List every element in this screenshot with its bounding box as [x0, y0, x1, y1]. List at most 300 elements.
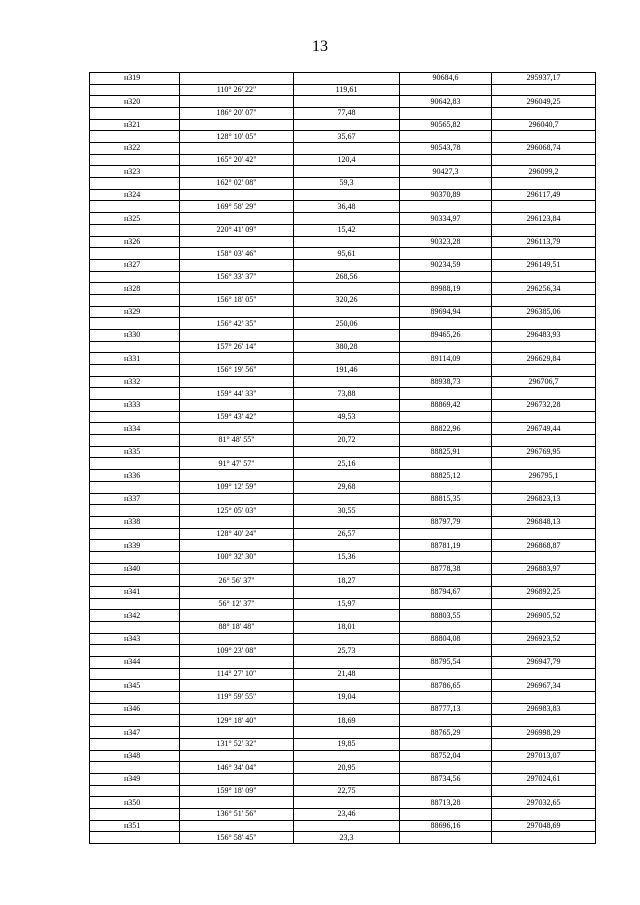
empty-cell [294, 400, 400, 412]
point-name-cell: н321 [90, 120, 180, 132]
empty-cell [400, 645, 492, 657]
point-y-cell: 297024,61 [492, 774, 596, 786]
segment-angle-cell: 159° 18' 09" [180, 786, 294, 798]
empty-cell [492, 318, 596, 330]
empty-cell [180, 517, 294, 529]
empty-cell [294, 447, 400, 459]
empty-cell [180, 704, 294, 716]
empty-cell [492, 201, 596, 213]
empty-cell [180, 680, 294, 692]
empty-cell [294, 73, 400, 85]
segment-length-cell: 35,67 [294, 131, 400, 143]
empty-cell [492, 692, 596, 704]
empty-cell [90, 505, 180, 517]
empty-cell [180, 774, 294, 786]
segment-length-cell: 21,48 [294, 669, 400, 681]
point-name-cell: н324 [90, 190, 180, 202]
segment-angle-cell: 165° 20' 42" [180, 155, 294, 167]
point-y-cell: 296868,87 [492, 540, 596, 552]
segment-angle-cell: 159° 44' 33" [180, 388, 294, 400]
segment-angle-cell: 128° 10' 05" [180, 131, 294, 143]
point-y-cell: 296149,51 [492, 260, 596, 272]
segment-angle-cell: 156° 58' 45" [180, 832, 294, 844]
segment-length-cell: 30,55 [294, 505, 400, 517]
empty-cell [400, 388, 492, 400]
segment-angle-cell: 26° 56' 37" [180, 575, 294, 587]
empty-cell [180, 213, 294, 225]
empty-cell [294, 166, 400, 178]
point-x-cell: 89694,94 [400, 307, 492, 319]
point-y-cell: 296049,25 [492, 96, 596, 108]
empty-cell [492, 85, 596, 97]
point-name-cell: н338 [90, 517, 180, 529]
point-x-cell: 88752,04 [400, 751, 492, 763]
empty-cell [90, 412, 180, 424]
point-name-cell: н346 [90, 704, 180, 716]
point-name-cell: н337 [90, 494, 180, 506]
empty-cell [90, 85, 180, 97]
point-x-cell: 88938,73 [400, 377, 492, 389]
point-x-cell: 88777,13 [400, 704, 492, 716]
segment-angle-cell: 109° 12' 59" [180, 482, 294, 494]
empty-cell [90, 342, 180, 354]
point-name-cell: н342 [90, 610, 180, 622]
empty-cell [400, 178, 492, 190]
segment-length-cell: 19,04 [294, 692, 400, 704]
empty-cell [90, 388, 180, 400]
segment-angle-cell: 110° 26' 22" [180, 85, 294, 97]
point-x-cell: 88696,16 [400, 821, 492, 833]
empty-cell [294, 283, 400, 295]
empty-cell [400, 786, 492, 798]
point-x-cell: 88795,54 [400, 657, 492, 669]
point-x-cell: 88778,38 [400, 564, 492, 576]
empty-cell [294, 120, 400, 132]
empty-cell [180, 330, 294, 342]
point-name-cell: н341 [90, 587, 180, 599]
point-y-cell: 296823,13 [492, 494, 596, 506]
empty-cell [294, 470, 400, 482]
point-x-cell: 88794,67 [400, 587, 492, 599]
empty-cell [180, 587, 294, 599]
segment-angle-cell: 125° 05' 03" [180, 505, 294, 517]
empty-cell [400, 762, 492, 774]
empty-cell [294, 213, 400, 225]
empty-cell [294, 610, 400, 622]
point-y-cell: 296848,13 [492, 517, 596, 529]
empty-cell [180, 423, 294, 435]
segment-length-cell: 29,68 [294, 482, 400, 494]
empty-cell [294, 260, 400, 272]
empty-cell [294, 540, 400, 552]
empty-cell [90, 575, 180, 587]
empty-cell [492, 248, 596, 260]
point-name-cell: н349 [90, 774, 180, 786]
segment-length-cell: 36,48 [294, 201, 400, 213]
empty-cell [294, 634, 400, 646]
empty-cell [90, 155, 180, 167]
empty-cell [180, 400, 294, 412]
empty-cell [180, 447, 294, 459]
empty-cell [180, 821, 294, 833]
point-x-cell: 90543,78 [400, 143, 492, 155]
empty-cell [180, 797, 294, 809]
page-number: 13 [312, 38, 328, 55]
empty-cell [400, 458, 492, 470]
empty-cell [90, 832, 180, 844]
point-y-cell: 296483,93 [492, 330, 596, 342]
empty-cell [90, 692, 180, 704]
empty-cell [294, 237, 400, 249]
segment-length-cell: 19,85 [294, 739, 400, 751]
point-x-cell: 90334,97 [400, 213, 492, 225]
point-name-cell: н327 [90, 260, 180, 272]
point-x-cell: 88713,28 [400, 797, 492, 809]
point-x-cell: 88815,35 [400, 494, 492, 506]
empty-cell [400, 715, 492, 727]
empty-cell [180, 120, 294, 132]
empty-cell [294, 727, 400, 739]
point-x-cell: 89114,09 [400, 353, 492, 365]
point-x-cell: 88869,42 [400, 400, 492, 412]
segment-length-cell: 250,06 [294, 318, 400, 330]
empty-cell [180, 190, 294, 202]
segment-length-cell: 15,42 [294, 225, 400, 237]
empty-cell [294, 564, 400, 576]
segment-angle-cell: 157° 26' 14" [180, 342, 294, 354]
empty-cell [492, 505, 596, 517]
empty-cell [180, 237, 294, 249]
empty-cell [492, 529, 596, 541]
empty-cell [400, 482, 492, 494]
segment-length-cell: 25,16 [294, 458, 400, 470]
point-name-cell: н320 [90, 96, 180, 108]
segment-length-cell: 18,27 [294, 575, 400, 587]
empty-cell [400, 669, 492, 681]
empty-cell [492, 342, 596, 354]
point-name-cell: н335 [90, 447, 180, 459]
segment-angle-cell: 119° 59' 55" [180, 692, 294, 704]
empty-cell [492, 178, 596, 190]
segment-length-cell: 23,46 [294, 809, 400, 821]
empty-cell [294, 517, 400, 529]
segment-angle-cell: 81° 48' 55" [180, 435, 294, 447]
empty-cell [90, 248, 180, 260]
empty-cell [400, 692, 492, 704]
empty-cell [180, 751, 294, 763]
empty-cell [492, 108, 596, 120]
point-x-cell: 88786,65 [400, 680, 492, 692]
empty-cell [400, 529, 492, 541]
segment-length-cell: 23,3 [294, 832, 400, 844]
empty-cell [400, 248, 492, 260]
segment-angle-cell: 156° 18' 05" [180, 295, 294, 307]
empty-cell [492, 575, 596, 587]
empty-cell [180, 634, 294, 646]
point-y-cell: 296385,06 [492, 307, 596, 319]
segment-angle-cell: 162° 02' 08" [180, 178, 294, 190]
empty-cell [294, 587, 400, 599]
point-y-cell: 296040,7 [492, 120, 596, 132]
point-x-cell: 88734,56 [400, 774, 492, 786]
empty-cell [90, 552, 180, 564]
point-x-cell: 88797,79 [400, 517, 492, 529]
empty-cell [400, 622, 492, 634]
empty-cell [180, 494, 294, 506]
point-y-cell: 296967,34 [492, 680, 596, 692]
empty-cell [294, 143, 400, 155]
segment-length-cell: 320,26 [294, 295, 400, 307]
point-x-cell: 88822,96 [400, 423, 492, 435]
point-y-cell: 296749,44 [492, 423, 596, 435]
point-name-cell: н325 [90, 213, 180, 225]
empty-cell [294, 680, 400, 692]
point-x-cell: 90427,3 [400, 166, 492, 178]
empty-cell [90, 739, 180, 751]
empty-cell [180, 143, 294, 155]
empty-cell [294, 353, 400, 365]
point-name-cell: н348 [90, 751, 180, 763]
empty-cell [90, 669, 180, 681]
segment-length-cell: 20,95 [294, 762, 400, 774]
empty-cell [180, 307, 294, 319]
empty-cell [492, 645, 596, 657]
point-y-cell: 297048,69 [492, 821, 596, 833]
segment-length-cell: 95,61 [294, 248, 400, 260]
segment-angle-cell: 91° 47' 57" [180, 458, 294, 470]
segment-length-cell: 191,46 [294, 365, 400, 377]
empty-cell [180, 73, 294, 85]
empty-cell [294, 494, 400, 506]
empty-cell [90, 762, 180, 774]
point-y-cell: 297032,65 [492, 797, 596, 809]
segment-angle-cell: 56° 12' 37" [180, 599, 294, 611]
coordinates-table [89, 72, 596, 844]
segment-length-cell: 18,69 [294, 715, 400, 727]
point-name-cell: н344 [90, 657, 180, 669]
empty-cell [294, 307, 400, 319]
point-y-cell: 296113,79 [492, 237, 596, 249]
point-y-cell: 297013,07 [492, 751, 596, 763]
empty-cell [90, 458, 180, 470]
empty-cell [492, 225, 596, 237]
point-name-cell: н331 [90, 353, 180, 365]
point-y-cell: 296068,74 [492, 143, 596, 155]
point-y-cell: 296732,28 [492, 400, 596, 412]
empty-cell [180, 283, 294, 295]
empty-cell [492, 832, 596, 844]
empty-cell [400, 108, 492, 120]
empty-cell [400, 155, 492, 167]
point-y-cell: 295937,17 [492, 73, 596, 85]
point-name-cell: н319 [90, 73, 180, 85]
segment-length-cell: 268,56 [294, 272, 400, 284]
point-y-cell: 296983,83 [492, 704, 596, 716]
segment-length-cell: 25,73 [294, 645, 400, 657]
empty-cell [400, 809, 492, 821]
empty-cell [492, 131, 596, 143]
segment-length-cell: 380,28 [294, 342, 400, 354]
empty-cell [90, 599, 180, 611]
segment-length-cell: 15,97 [294, 599, 400, 611]
empty-cell [400, 575, 492, 587]
point-y-cell: 296795,1 [492, 470, 596, 482]
point-x-cell: 90323,28 [400, 237, 492, 249]
empty-cell [90, 201, 180, 213]
empty-cell [492, 155, 596, 167]
empty-cell [90, 365, 180, 377]
segment-angle-cell: 186° 20' 07" [180, 108, 294, 120]
point-y-cell: 296947,79 [492, 657, 596, 669]
empty-cell [400, 272, 492, 284]
empty-cell [400, 505, 492, 517]
point-name-cell: н339 [90, 540, 180, 552]
empty-cell [400, 201, 492, 213]
point-y-cell: 296123,84 [492, 213, 596, 225]
segment-length-cell: 73,88 [294, 388, 400, 400]
empty-cell [492, 669, 596, 681]
empty-cell [400, 412, 492, 424]
empty-cell [492, 739, 596, 751]
segment-length-cell: 20,72 [294, 435, 400, 447]
empty-cell [180, 564, 294, 576]
empty-cell [400, 599, 492, 611]
empty-cell [492, 482, 596, 494]
segment-angle-cell: 129° 18' 40" [180, 715, 294, 727]
segment-angle-cell: 131° 52' 32" [180, 739, 294, 751]
point-name-cell: н333 [90, 400, 180, 412]
empty-cell [492, 272, 596, 284]
empty-cell [492, 715, 596, 727]
empty-cell [400, 318, 492, 330]
empty-cell [400, 435, 492, 447]
segment-length-cell: 26,57 [294, 529, 400, 541]
empty-cell [492, 435, 596, 447]
point-name-cell: н343 [90, 634, 180, 646]
empty-cell [180, 727, 294, 739]
segment-angle-cell: 136° 51' 56" [180, 809, 294, 821]
empty-cell [180, 610, 294, 622]
point-name-cell: н322 [90, 143, 180, 155]
empty-cell [492, 365, 596, 377]
point-name-cell: н336 [90, 470, 180, 482]
segment-length-cell: 15,36 [294, 552, 400, 564]
point-y-cell: 296883,97 [492, 564, 596, 576]
point-name-cell: н323 [90, 166, 180, 178]
point-y-cell: 296629,84 [492, 353, 596, 365]
empty-cell [90, 108, 180, 120]
segment-angle-cell: 146° 34' 04" [180, 762, 294, 774]
point-name-cell: н351 [90, 821, 180, 833]
empty-cell [492, 295, 596, 307]
point-name-cell: н326 [90, 237, 180, 249]
segment-angle-cell: 114° 27' 10" [180, 669, 294, 681]
point-x-cell: 88825,91 [400, 447, 492, 459]
point-x-cell: 88765,29 [400, 727, 492, 739]
empty-cell [400, 832, 492, 844]
point-name-cell: н330 [90, 330, 180, 342]
empty-cell [400, 552, 492, 564]
segment-length-cell: 22,75 [294, 786, 400, 798]
empty-cell [90, 622, 180, 634]
empty-cell [400, 365, 492, 377]
empty-cell [180, 377, 294, 389]
point-x-cell: 90370,89 [400, 190, 492, 202]
empty-cell [90, 786, 180, 798]
point-name-cell: н334 [90, 423, 180, 435]
empty-cell [90, 529, 180, 541]
segment-angle-cell: 100° 32' 30" [180, 552, 294, 564]
empty-cell [294, 190, 400, 202]
empty-cell [294, 423, 400, 435]
point-name-cell: н340 [90, 564, 180, 576]
point-name-cell: н332 [90, 377, 180, 389]
empty-cell [400, 342, 492, 354]
empty-cell [400, 225, 492, 237]
empty-cell [90, 318, 180, 330]
point-x-cell: 89988,19 [400, 283, 492, 295]
empty-cell [90, 225, 180, 237]
point-y-cell: 296892,25 [492, 587, 596, 599]
empty-cell [90, 645, 180, 657]
empty-cell [180, 470, 294, 482]
segment-angle-cell: 156° 19' 56" [180, 365, 294, 377]
segment-length-cell: 18,01 [294, 622, 400, 634]
empty-cell [400, 131, 492, 143]
empty-cell [90, 178, 180, 190]
point-x-cell: 90234,59 [400, 260, 492, 272]
point-x-cell: 88825,12 [400, 470, 492, 482]
empty-cell [492, 388, 596, 400]
empty-cell [180, 353, 294, 365]
empty-cell [400, 739, 492, 751]
point-x-cell: 88781,19 [400, 540, 492, 552]
point-y-cell: 296923,52 [492, 634, 596, 646]
empty-cell [180, 260, 294, 272]
segment-angle-cell: 169° 58' 29" [180, 201, 294, 213]
point-y-cell: 296117,49 [492, 190, 596, 202]
point-x-cell: 88803,55 [400, 610, 492, 622]
empty-cell [180, 540, 294, 552]
empty-cell [294, 96, 400, 108]
point-y-cell: 296256,34 [492, 283, 596, 295]
empty-cell [492, 599, 596, 611]
empty-cell [400, 295, 492, 307]
segment-angle-cell: 128° 40' 24" [180, 529, 294, 541]
empty-cell [90, 482, 180, 494]
empty-cell [294, 704, 400, 716]
segment-length-cell: 119,61 [294, 85, 400, 97]
empty-cell [294, 797, 400, 809]
segment-length-cell: 59,3 [294, 178, 400, 190]
empty-cell [294, 377, 400, 389]
segment-angle-cell: 109° 23' 08" [180, 645, 294, 657]
point-x-cell: 89465,26 [400, 330, 492, 342]
empty-cell [180, 657, 294, 669]
empty-cell [492, 809, 596, 821]
segment-length-cell: 77,48 [294, 108, 400, 120]
point-name-cell: н328 [90, 283, 180, 295]
empty-cell [400, 85, 492, 97]
empty-cell [180, 166, 294, 178]
point-y-cell: 296905,52 [492, 610, 596, 622]
point-x-cell: 90565,82 [400, 120, 492, 132]
empty-cell [90, 435, 180, 447]
point-name-cell: н350 [90, 797, 180, 809]
point-x-cell: 88804,08 [400, 634, 492, 646]
point-y-cell: 296099,2 [492, 166, 596, 178]
empty-cell [492, 762, 596, 774]
